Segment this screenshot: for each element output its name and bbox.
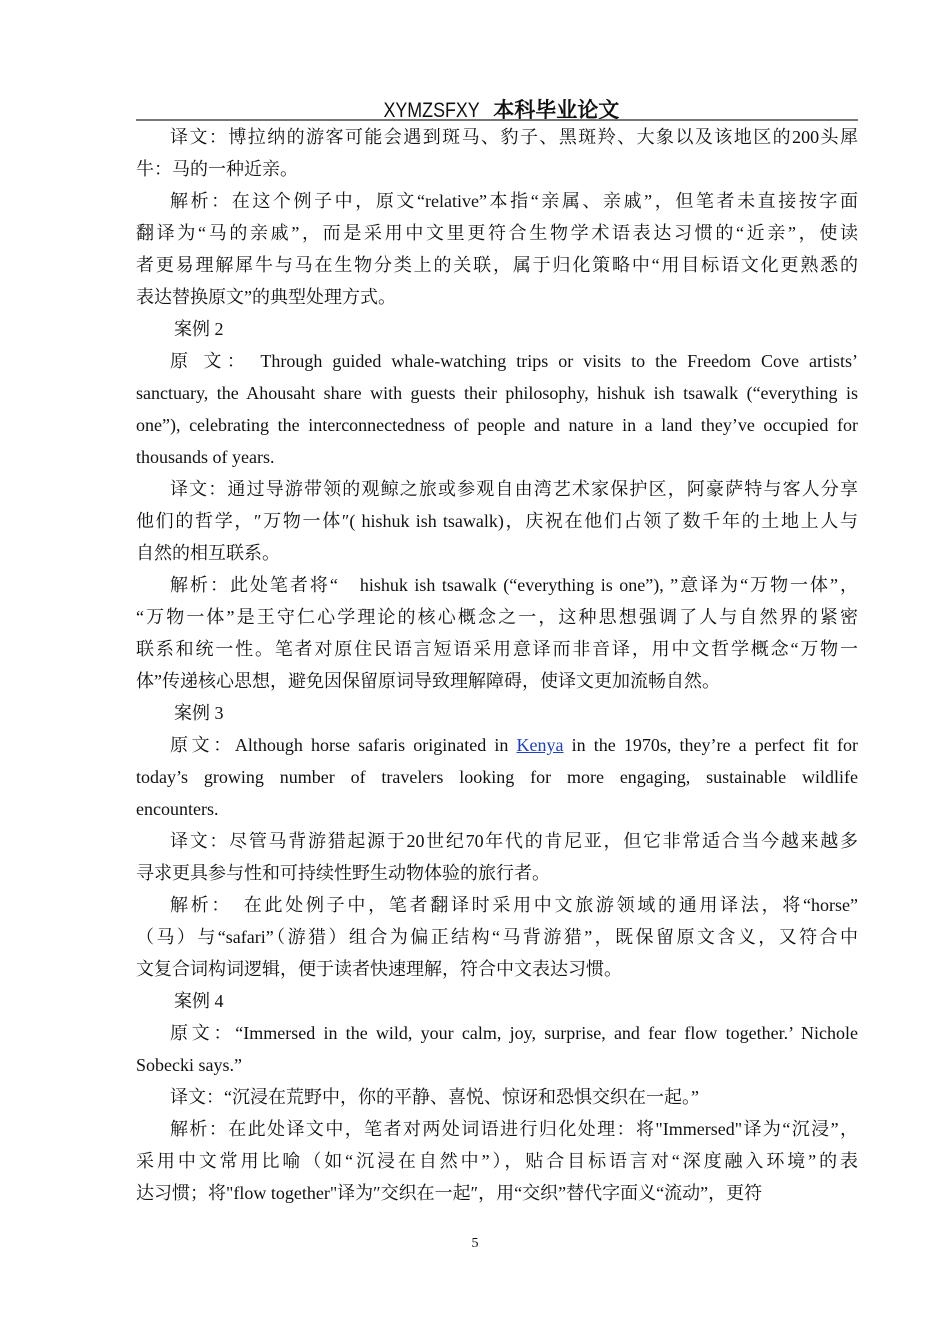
text-line: 译文：通过导游带领的观鲸之旅或参观自由湾艺术家保护区，阿豪萨特与客人分享 [170,479,858,499]
text-line: 自然的相互联系。 [136,543,280,563]
text-line: 原 文： Through guided whale-watching trips or visits to the Freedom Cove artists’ [170,351,858,371]
page-number: 5 [471,1236,479,1251]
text-line [136,729,858,761]
text-line: 原文：“Immersed in the wild, your calm, joy, surprise, and fear flow together.’ Nichole [170,1023,858,1043]
paragraph [136,473,858,569]
text-line: 译文：“沉浸在荒野中，你的平静、喜悦、惊讶和恐惧交织在一起。” [170,1087,699,1107]
text-line: 案例 2 [174,319,224,339]
text-line: 解析：在此处译文中，笔者对两处词语进行归化处理：将"Immersed"译为“沉浸”， [170,1119,858,1139]
text-line: today’s growing number of travelers looking for more engaging, sustainable wildlife [136,767,858,787]
text-line: 他们的哲学，″万物一体″( hishuk ish tsawalk)，庆祝在他们占领了数千年的土地上人与 [136,511,858,531]
text-line: sanctuary, the Ahousaht share with guests their philosophy, hishuk ish tsawalk (“everything is [136,383,858,403]
text-line: “万物一体”是王守仁心学理论的核心概念之一，这种思想强调了人与自然界的紧密 [136,607,858,627]
kenya-link[interactable]: Kenya [516,735,564,755]
paragraph [136,889,858,985]
text-line: 达习惯；将"flow together"译为″交织在一起″，用“交织”替代字面义“流动”，更符 [136,1183,763,1203]
text-line: 表达替换原文”的典型处理方式。 [136,287,396,307]
paragraph [136,1017,858,1081]
text-line: 采用中文常用比喻（如“沉浸在自然中”），贴合目标语言对“深度融入环境”的表 [136,1151,858,1171]
paragraph [136,121,858,185]
paragraph [136,1113,858,1209]
text-line: 文复合词构词逻辑，便于读者快速理解，符合中文表达习惯。 [136,959,622,979]
paragraph [136,1081,858,1113]
text-line: 案例 4 [174,991,224,1011]
paragraph [136,825,858,889]
header-title: 本科毕业论文 [493,98,620,122]
text-segment: in the 1970s, they’re a perfect fit for [563,735,858,755]
case-heading [136,697,858,729]
text-line: encounters. [136,799,219,819]
text-line: 寻求更具参与性和可持续性野生动物体验的旅行者。 [136,863,550,883]
case-heading [136,313,858,345]
text-line: 解析： 在此处例子中，笔者翻译时采用中文旅游领域的通用译法，将“horse” [170,895,858,915]
case-heading [136,985,858,1017]
text-line: 联系和统一性。笔者对原住民语言短语采用意译而非音译，用中文哲学概念“万物一 [136,639,858,659]
text-line: 解析：此处笔者将“ hishuk ish tsawalk (“everything is one”), ”意译为“万物一体”， [170,575,858,595]
text-line: Sobecki says.” [136,1055,242,1075]
paragraph [136,185,858,313]
text-line: 案例 3 [174,703,224,723]
text-line: one”), celebrating the interconnectedness of people and nature in a land they’ve occupied for [136,415,858,435]
text-line: 体”传递核心思想，避免因保留原词导致理解障碍，使译文更加流畅自然。 [136,671,720,691]
paragraph [136,569,858,697]
text-line: 译文：博拉纳的游客可能会遇到斑马、豹子、黑斑羚、大象以及该地区的200头犀 [170,127,858,147]
text-segment: 原文：Although horse safaris originated in [170,735,517,755]
text-line: 翻译为“马的亲戚”，而是采用中文里更符合生物学术语表达习惯的“近亲”，使读 [136,223,858,243]
text-line: 解析：在这个例子中，原文“relative”本指“亲属、亲戚”，但笔者未直接按字面 [170,191,858,211]
header-code: XYMZSFXY [383,99,480,122]
paragraph [136,729,858,825]
text-line: （马）与“safari”（游猎）组合为偏正结构“马背游猎”，既保留原文含义，又符合中 [136,927,858,947]
text-line: 牛：马的一种近亲。 [136,159,298,179]
paragraph [136,345,858,473]
text-line: thousands of years. [136,447,275,467]
text-line: 译文：尽管马背游猎起源于20世纪70年代的肯尼亚，但它非常适合当今越来越多 [170,831,858,851]
text-line: 者更易理解犀牛与马在生物分类上的关联，属于归化策略中“用目标语文化更熟悉的 [136,255,858,275]
document-body [136,121,858,1209]
